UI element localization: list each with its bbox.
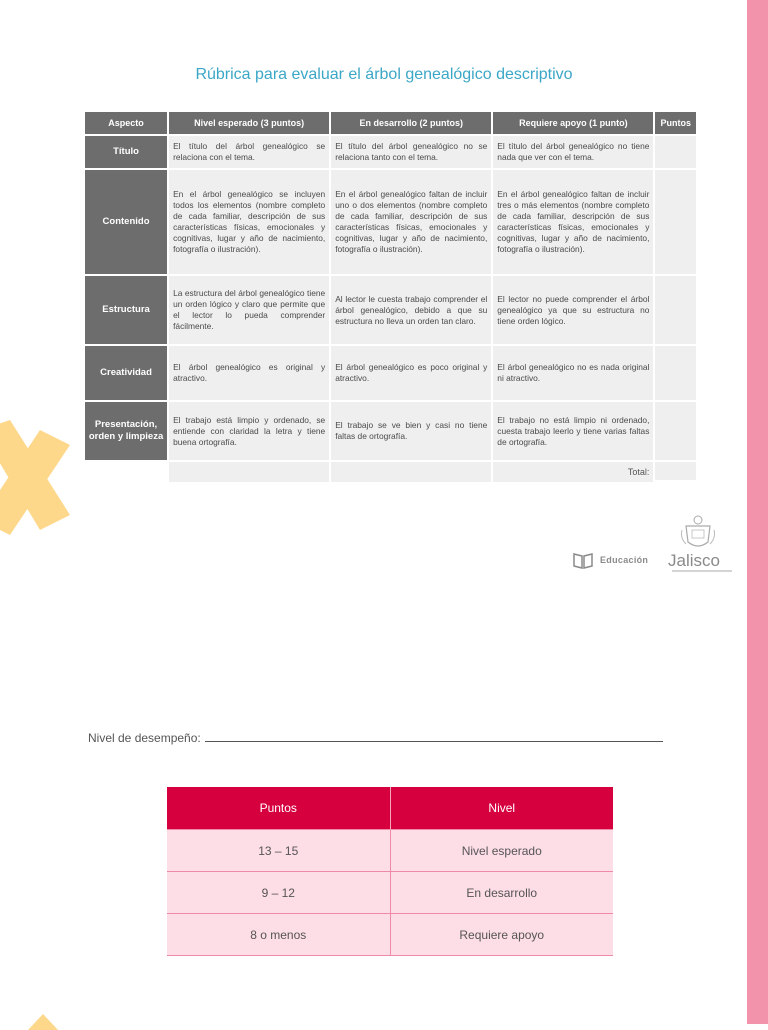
aspect-contenido: Contenido [85, 170, 167, 276]
rubric-header-row [85, 112, 696, 136]
decorative-triangle-shape [28, 1010, 58, 1030]
blank-cell [85, 462, 167, 482]
table-row [85, 402, 696, 462]
levels-header-row [167, 787, 613, 830]
decorative-x-shape [0, 420, 80, 540]
points-input-cell[interactable] [655, 276, 696, 346]
educacion-logo-text: Educación [600, 555, 649, 565]
page-title: Rúbrica para evaluar el árbol genealógico descriptivo [195, 66, 573, 83]
puntos-cell: 8 o menos [167, 914, 390, 956]
points-input-cell[interactable] [655, 346, 696, 402]
pink-side-strip [747, 0, 768, 1024]
cell-apoyo: El lector no puede comprender el árbol genealógico ya que su estructura no tiene orden lógico. [493, 276, 653, 346]
jalisco-shield-icon [678, 514, 718, 550]
cell-desarrollo: En el árbol genealógico faltan de incluir uno o dos elementos (nombre completo de cada familiar, descripción de sus características físicas, emocionales y cognitivas, lugar y año de nacimiento, fotografía o ilustración). [331, 170, 491, 276]
points-input-cell[interactable] [655, 136, 696, 170]
table-row [85, 276, 696, 346]
blank-cell [331, 462, 491, 482]
cell-apoyo: En el árbol genealógico faltan de incluir tres o más elementos (nombre completo de cada familiar, descripción de sus características físicas, emocionales y cognitivas, lugar y año de nacimiento, fotografía o ilustración). [493, 170, 653, 276]
total-input-cell[interactable] [655, 462, 696, 482]
open-book-icon [572, 552, 594, 570]
cell-apoyo: El árbol genealógico no es nada original ni atractivo. [493, 346, 653, 402]
cell-desarrollo: Al lector le cuesta trabajo comprender el árbol genealógico, debido a que su estructura no lleva un orden tan claro. [331, 276, 491, 346]
cell-apoyo: El título del árbol genealógico no tiene nada que ver con el tema. [493, 136, 653, 170]
header-nivel-esperado: Nivel esperado (3 puntos) [169, 112, 329, 136]
header-nivel: Nivel [390, 787, 613, 830]
jalisco-logo-underline [672, 570, 732, 572]
nivel-cell: En desarrollo [390, 872, 613, 914]
puntos-cell: 9 – 12 [167, 872, 390, 914]
table-row [85, 346, 696, 402]
cell-esperado: El título del árbol genealógico se relaciona con el tema. [169, 136, 329, 170]
aspect-creatividad: Creatividad [85, 346, 167, 402]
nivel-desempeno-label: Nivel de desempeño: [88, 731, 201, 745]
levels-table [167, 787, 613, 956]
total-label: Total: [493, 462, 653, 482]
header-aspecto: Aspecto [85, 112, 167, 136]
rubric-table [83, 112, 698, 482]
nivel-cell: Requiere apoyo [390, 914, 613, 956]
header-puntos: Puntos [655, 112, 696, 136]
table-row [167, 872, 613, 914]
cell-desarrollo: El árbol genealógico es poco original y atractivo. [331, 346, 491, 402]
points-input-cell[interactable] [655, 402, 696, 462]
nivel-cell: Nivel esperado [390, 830, 613, 872]
jalisco-logo-text: Jalisco [668, 551, 720, 570]
total-row [85, 462, 696, 482]
header-puntos: Puntos [167, 787, 390, 830]
nivel-desempeno-blank[interactable] [205, 731, 663, 742]
table-row [167, 830, 613, 872]
blank-cell [169, 462, 329, 482]
cell-apoyo: El trabajo no está limpio ni ordenado, cuesta trabajo leerlo y tiene varias faltas de ortografía. [493, 402, 653, 462]
table-row [167, 914, 613, 956]
puntos-cell: 13 – 15 [167, 830, 390, 872]
header-requiere-apoyo: Requiere apoyo (1 punto) [493, 112, 653, 136]
aspect-titulo: Título [85, 136, 167, 170]
cell-esperado: El trabajo está limpio y ordenado, se entiende con claridad la letra y tiene buena ortografía. [169, 402, 329, 462]
table-row [85, 136, 696, 170]
points-input-cell[interactable] [655, 170, 696, 276]
cell-desarrollo: El título del árbol genealógico no se relaciona tanto con el tema. [331, 136, 491, 170]
aspect-estructura: Estructura [85, 276, 167, 346]
cell-esperado: En el árbol genealógico se incluyen todos los elementos (nombre completo de cada familiar, descripción de sus características físicas, emocionales y cognitivas, lugar y año de nacimiento, fotografía o ilustración). [169, 170, 329, 276]
logos [570, 514, 740, 576]
cell-desarrollo: El trabajo se ve bien y casi no tiene faltas de ortografía. [331, 402, 491, 462]
aspect-presentacion: Presentación, orden y limpieza [85, 402, 167, 462]
table-row [85, 170, 696, 276]
header-en-desarrollo: En desarrollo (2 puntos) [331, 112, 491, 136]
cell-esperado: La estructura del árbol genealógico tiene un orden lógico y claro que permite que el lector lo pueda comprender fácilmente. [169, 276, 329, 346]
cell-esperado: El árbol genealógico es original y atractivo. [169, 346, 329, 402]
nivel-desempeno-line [88, 731, 688, 745]
